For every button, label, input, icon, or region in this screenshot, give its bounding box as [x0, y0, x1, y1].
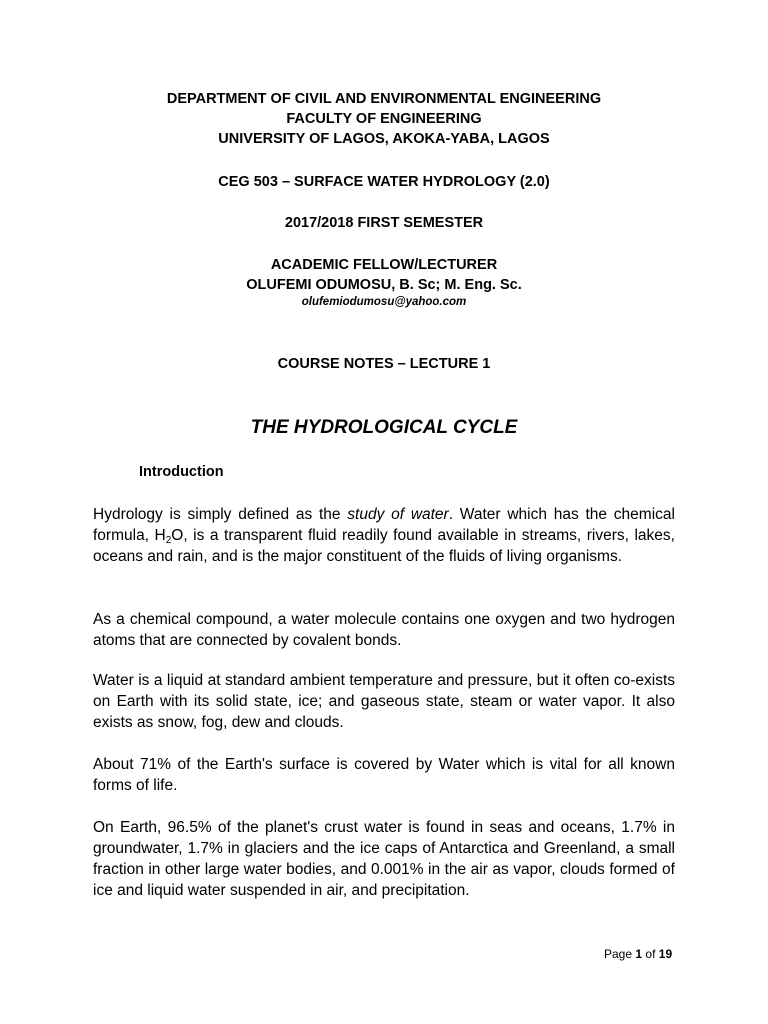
section-heading: Introduction	[139, 464, 224, 480]
course-code-title: CEG 503 – SURFACE WATER HYDROLOGY (2.0)	[218, 174, 550, 190]
subscript-2: 2	[165, 535, 172, 546]
role-line: ACADEMIC FELLOW/LECTURER	[270, 257, 498, 273]
semester-line: 2017/2018 FIRST SEMESTER	[284, 215, 484, 231]
faculty-line: FACULTY OF ENGINEERING	[286, 111, 482, 127]
institution-header	[0, 89, 768, 149]
lecturer-name: OLUFEMI ODUMOSU, B. Sc; M. Eng. Sc.	[246, 277, 522, 293]
page-number: Page 1 of 19	[604, 947, 673, 961]
lecturer-block	[0, 255, 768, 310]
lecturer-email: olufemiodumosu@yahoo.com	[301, 296, 467, 308]
emphasis-study-of-water: study of water	[347, 506, 449, 523]
paragraph-molecule: As a chemical compound, a water molecule contains one oxygen and two hydrogen atoms that are connected by covalent bonds.	[93, 611, 675, 649]
department-line: DEPARTMENT OF CIVIL AND ENVIRONMENTAL ENGINEERING	[166, 91, 602, 107]
document-title: THE HYDROLOGICAL CYCLE	[250, 417, 518, 438]
paragraph-definition: Hydrology is simply defined as the study of water. Water which has the chemical formula, $H_2O$, is a transparent fluid readily found available in streams, rivers, lakes, oceans and rain, and is the major constituent of the fluids of living organisms.	[93, 506, 675, 565]
course-notes-line: COURSE NOTES – LECTURE 1	[277, 356, 491, 372]
university-line: UNIVERSITY OF LAGOS, AKOKA-YABA, LAGOS	[218, 131, 550, 147]
paragraph-distribution: On Earth, 96.5% of the planet's crust water is found in seas and oceans, 1.7% in groundwater, 1.7% in glaciers and the ice caps of Antarctica and Greenland, a small fraction in other large water bodies, and 0.001% in the air as vapor, clouds formed of ice and liquid water suspended in air, and precipitation.	[93, 819, 675, 899]
paragraph-states: Water is a liquid at standard ambient temperature and pressure, but it often co-exists on Earth with its solid state, ice; and gaseous state, steam or water vapor. It also exists as snow, fog, dew and clouds.	[93, 672, 675, 731]
paragraph-coverage: About 71% of the Earth's surface is covered by Water which is vital for all known forms of life.	[93, 756, 675, 794]
